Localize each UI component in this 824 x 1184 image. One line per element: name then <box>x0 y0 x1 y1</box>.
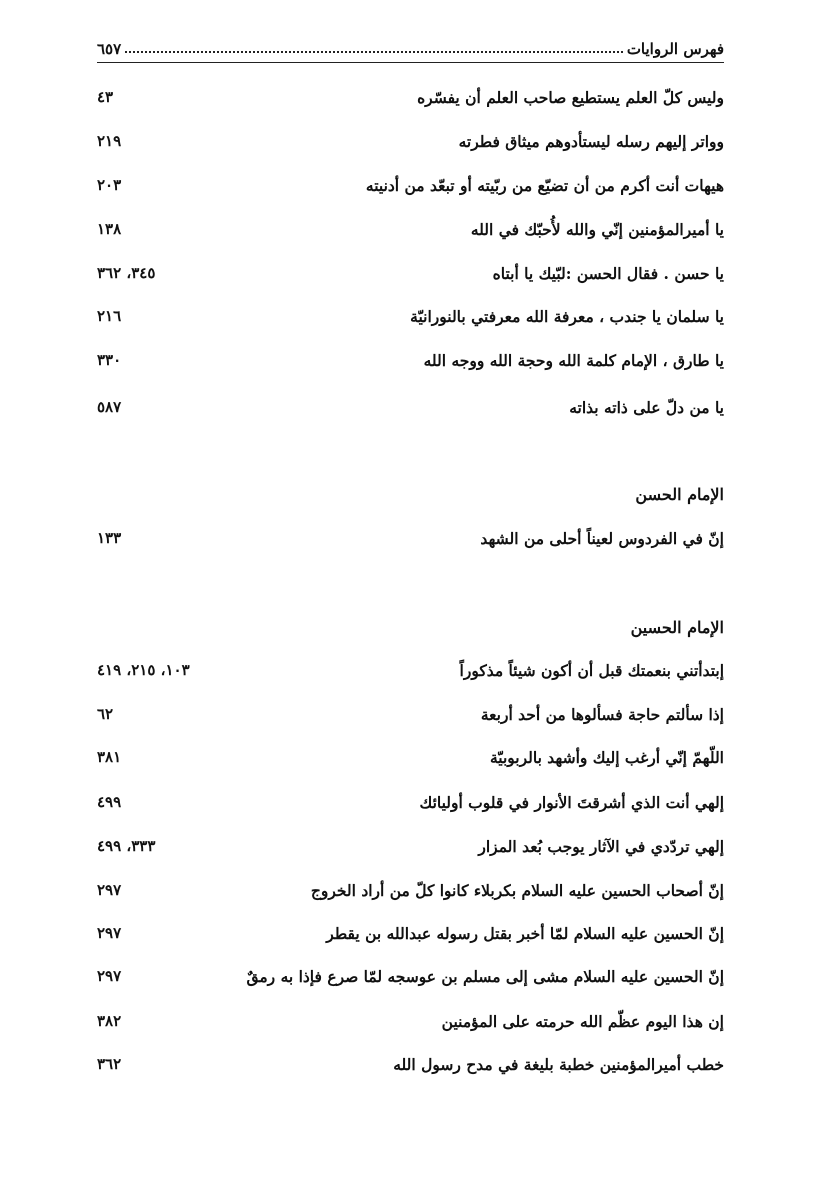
entry-page-refs: ٤٩٩ <box>97 793 122 811</box>
entry-page-refs: ٣٤٥، ٣٦٢ <box>97 264 156 282</box>
page-number: ٦٥٧ <box>97 40 122 58</box>
index-entry <box>97 919 724 947</box>
entry-text: هيهات أنت أكرم من أن تضيّع من ربّيته أو تبعّد من أدنيته <box>365 175 724 195</box>
entry-text: يا حسن . فقال الحسن :لبّيك يا أبتاه <box>492 263 724 283</box>
entry-text: اللّهمّ إنّي أرغب إليك وأشهد بالربوبيّة <box>489 747 724 767</box>
entry-text: يا أميرالمؤمنين إنّي والله لأُحبّك في الله <box>470 219 724 239</box>
entry-text: وليس كلّ العلم يستطيع صاحب العلم أن يفسّره <box>417 87 724 107</box>
header-rule <box>97 62 724 63</box>
index-entry <box>97 876 724 904</box>
entry-page-refs: ٦٢ <box>97 705 114 723</box>
index-entry <box>97 788 724 816</box>
entry-text: يا من دلّ على ذاته بذاته <box>569 397 724 417</box>
entry-page-refs: ٢٩٧ <box>97 924 122 942</box>
entry-text: إنّ الحسين عليه السلام مشى إلى مسلم بن عوسجه لمّا صرع فإذا به رمقٌ <box>246 966 724 986</box>
entry-page-refs: ٢٩٧ <box>97 881 122 899</box>
index-entry <box>97 215 724 243</box>
section-heading-hasan <box>97 480 724 508</box>
index-entry <box>97 1007 724 1035</box>
entry-page-refs: ٢٠٣ <box>97 176 122 194</box>
entry-text: وواتر إليهم رسله ليستأدوهم ميثاق فطرته <box>458 131 724 151</box>
entry-page-refs: ٤٣ <box>97 88 114 106</box>
index-entry <box>97 700 724 728</box>
entry-page-refs: ٥٨٧ <box>97 398 122 416</box>
entry-text: يا طارق ، الإمام كلمة الله وحجة الله ووجه الله <box>423 350 724 370</box>
entry-text: إذا سألتم حاجة فسألوها من أحد أربعة <box>480 704 724 724</box>
index-entry <box>97 962 724 990</box>
entry-page-refs: ١٠٣، ٢١٥، ٤١٩ <box>97 661 190 679</box>
entry-text: يا سلمان يا جندب ، معرفة الله معرفتي بالنورانيّة <box>410 306 724 326</box>
entry-text: إن هذا اليوم عظّم الله حرمته على المؤمنين <box>441 1011 724 1031</box>
index-entry <box>97 524 724 552</box>
entry-text: إنّ أصحاب الحسين عليه السلام بكربلاء كانوا كلّ من أراد الخروج <box>310 880 724 900</box>
entry-page-refs: ٢١٦ <box>97 307 122 325</box>
entry-page-refs: ٣٨١ <box>97 748 122 766</box>
header-title: فهرس الروايات <box>626 40 724 58</box>
entry-page-refs: ٢١٩ <box>97 132 122 150</box>
entry-page-refs: ٣٣٠ <box>97 351 122 369</box>
entry-text: إلهي تردّدي في الآثار يوجب بُعد المزار <box>478 836 724 856</box>
entry-page-refs: ٣٦٢ <box>97 1055 122 1073</box>
entry-page-refs: ٣٣٣، ٤٩٩ <box>97 837 156 855</box>
entry-text: إنّ في الفردوس لعيناً أحلى من الشهد <box>480 528 724 548</box>
entry-text: خطب أميرالمؤمنين خطبة بليغة في مدح رسول الله <box>393 1054 724 1074</box>
entry-text: إبتدأتني بنعمتك قبل أن أكون شيئاً مذكوراً <box>459 660 724 680</box>
index-entry <box>97 259 724 287</box>
index-entry <box>97 83 724 111</box>
index-entry <box>97 832 724 860</box>
entry-text: إلهي أنت الذي أشرقتَ الأنوار في قلوب أوليائك <box>419 792 724 812</box>
index-entry <box>97 656 724 684</box>
index-entry <box>97 346 724 374</box>
section-heading-husain <box>97 613 724 641</box>
index-entry <box>97 1050 724 1078</box>
index-entry <box>97 393 724 421</box>
index-entry <box>97 302 724 330</box>
entry-page-refs: ١٣٨ <box>97 220 122 238</box>
section-title: الإمام الحسن <box>635 484 724 504</box>
entry-text: إنّ الحسين عليه السلام لمّا أخبر بقتل رسوله عبدالله بن يقطر <box>326 923 724 943</box>
running-header <box>97 32 724 58</box>
index-entry <box>97 743 724 771</box>
leader-dots <box>125 51 623 53</box>
section-title: الإمام الحسين <box>630 617 724 637</box>
entry-page-refs: ١٣٣ <box>97 529 122 547</box>
index-entry <box>97 171 724 199</box>
index-entry <box>97 127 724 155</box>
entry-page-refs: ٢٩٧ <box>97 967 122 985</box>
entry-page-refs: ٣٨٢ <box>97 1012 122 1030</box>
